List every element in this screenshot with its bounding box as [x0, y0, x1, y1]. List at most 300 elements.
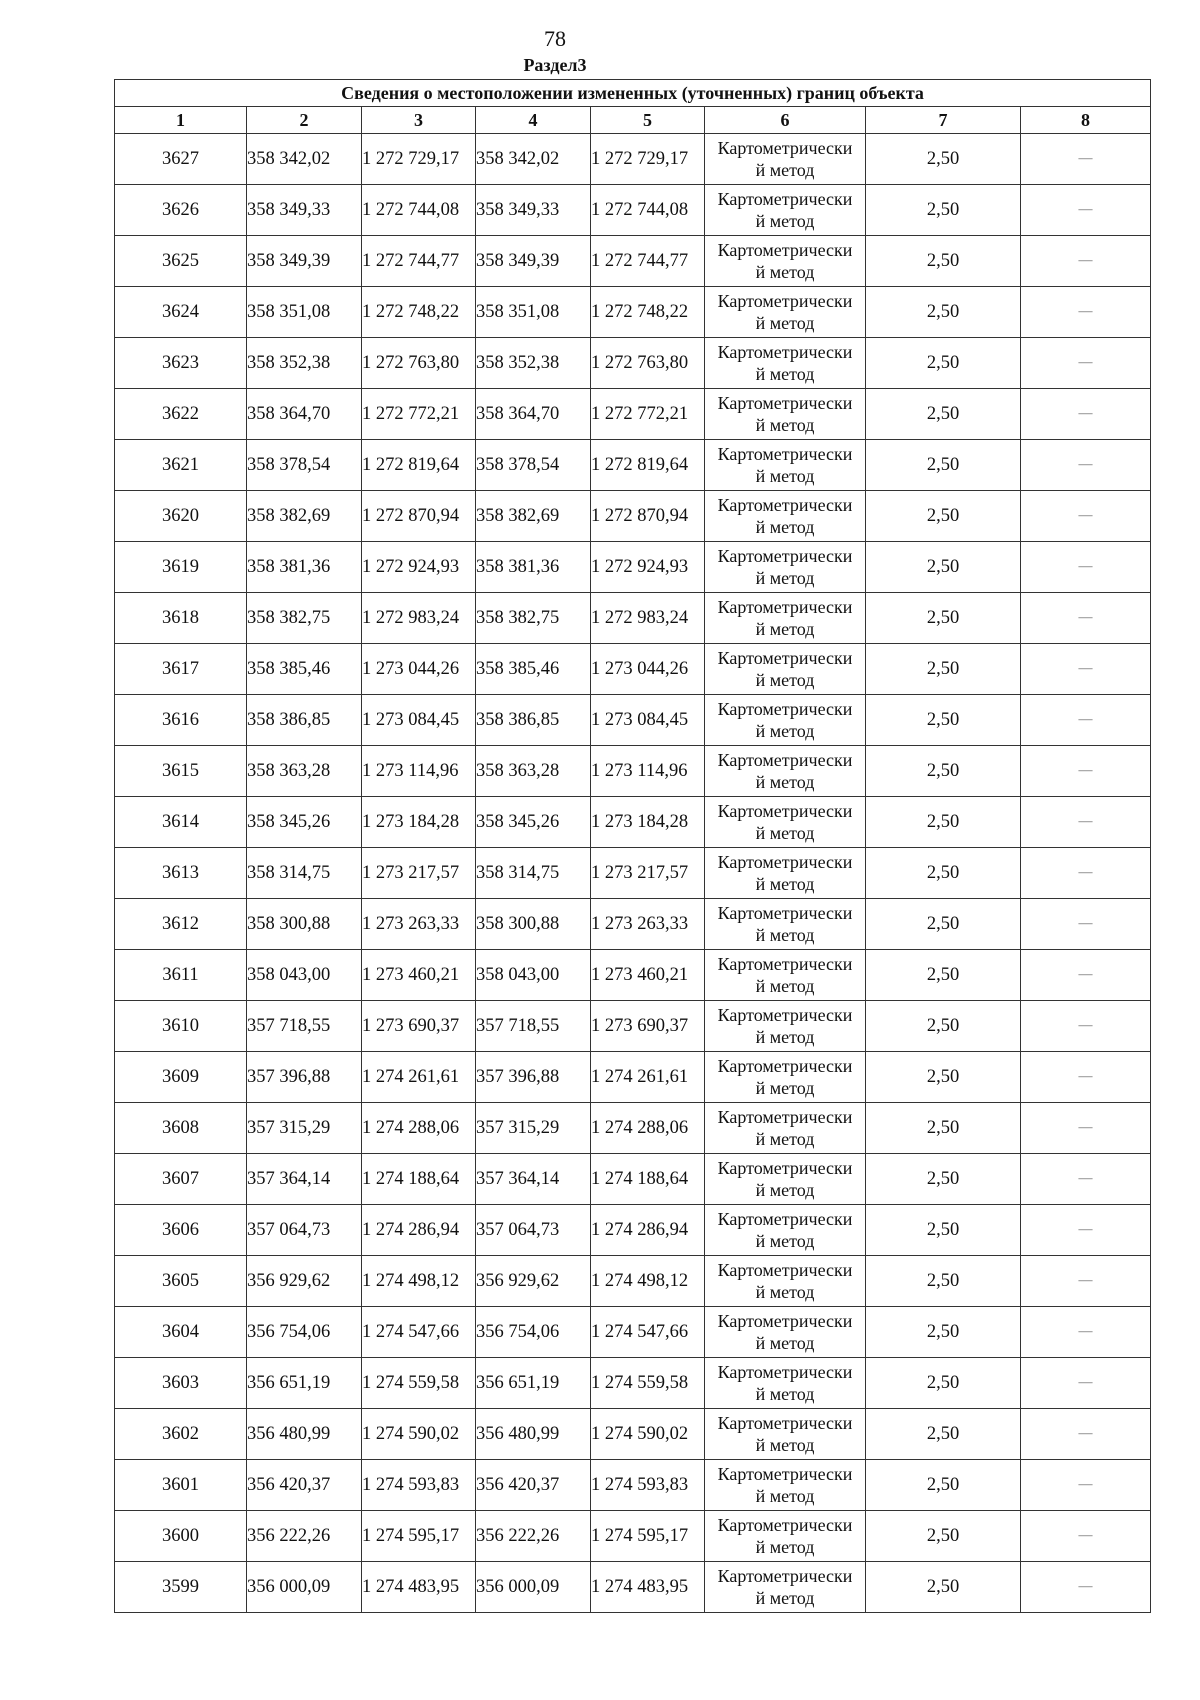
- method-line-2: й метод: [755, 160, 815, 180]
- existing-x-cell: 358 382,69: [247, 491, 362, 542]
- table-row: [115, 899, 1151, 950]
- method-line-1: Картометрически: [717, 903, 853, 923]
- method-cell: [705, 899, 866, 950]
- note-cell: —: [1021, 1001, 1151, 1052]
- column-number-row: [115, 107, 1151, 134]
- method-cell: [705, 1562, 866, 1613]
- existing-x-cell: 356 480,99: [247, 1409, 362, 1460]
- note-cell: —: [1021, 644, 1151, 695]
- method-line-2: й метод: [755, 925, 815, 945]
- table-row: [115, 797, 1151, 848]
- refined-y-cell: 1 273 460,21: [591, 950, 705, 1001]
- method-cell: [705, 848, 866, 899]
- existing-y-cell: 1 274 559,58: [362, 1358, 476, 1409]
- method-line-2: й метод: [755, 721, 815, 741]
- method-line-1: Картометрически: [717, 1413, 853, 1433]
- accuracy-cell: 2,50: [866, 1562, 1021, 1613]
- accuracy-cell: 2,50: [866, 542, 1021, 593]
- refined-y-cell: 1 272 744,08: [591, 185, 705, 236]
- section-title: Раздел3: [523, 55, 587, 75]
- method-line-2: й метод: [755, 670, 815, 690]
- method-line-2: й метод: [755, 1129, 815, 1149]
- method-cell: [705, 185, 866, 236]
- method-cell: [705, 1307, 866, 1358]
- method-line-1: Картометрически: [717, 699, 853, 719]
- note-cell: —: [1021, 134, 1151, 185]
- existing-y-cell: 1 273 263,33: [362, 899, 476, 950]
- refined-y-cell: 1 273 184,28: [591, 797, 705, 848]
- accuracy-cell: 2,50: [866, 134, 1021, 185]
- method-line-2: й метод: [755, 1333, 815, 1353]
- method-line-2: й метод: [755, 1486, 815, 1506]
- method-line-1: Картометрически: [717, 1362, 853, 1382]
- refined-x-cell: 358 043,00: [476, 950, 591, 1001]
- column-number: 7: [866, 107, 1021, 134]
- accuracy-cell: 2,50: [866, 1052, 1021, 1103]
- method-line-2: й метод: [755, 976, 815, 996]
- method-cell: [705, 1001, 866, 1052]
- method-line-1: Картометрически: [717, 1311, 853, 1331]
- column-number: 6: [705, 107, 866, 134]
- refined-y-cell: 1 273 114,96: [591, 746, 705, 797]
- accuracy-cell: 2,50: [866, 1307, 1021, 1358]
- existing-x-cell: 358 381,36: [247, 542, 362, 593]
- existing-y-cell: 1 273 084,45: [362, 695, 476, 746]
- refined-y-cell: 1 272 983,24: [591, 593, 705, 644]
- existing-y-cell: 1 272 744,77: [362, 236, 476, 287]
- accuracy-cell: 2,50: [866, 797, 1021, 848]
- refined-y-cell: 1 274 590,02: [591, 1409, 705, 1460]
- method-line-1: Картометрически: [717, 852, 853, 872]
- table-row: [115, 950, 1151, 1001]
- note-cell: —: [1021, 1307, 1151, 1358]
- existing-x-cell: 357 364,14: [247, 1154, 362, 1205]
- existing-x-cell: 358 378,54: [247, 440, 362, 491]
- method-line-1: Картометрически: [717, 597, 853, 617]
- note-cell: —: [1021, 1562, 1151, 1613]
- existing-y-cell: 1 272 870,94: [362, 491, 476, 542]
- existing-x-cell: 358 345,26: [247, 797, 362, 848]
- point-number-cell: 3619: [115, 542, 247, 593]
- existing-x-cell: 357 718,55: [247, 1001, 362, 1052]
- refined-x-cell: 358 363,28: [476, 746, 591, 797]
- refined-y-cell: 1 274 188,64: [591, 1154, 705, 1205]
- existing-x-cell: 358 342,02: [247, 134, 362, 185]
- refined-y-cell: 1 273 044,26: [591, 644, 705, 695]
- table-row: [115, 695, 1151, 746]
- existing-x-cell: 357 315,29: [247, 1103, 362, 1154]
- accuracy-cell: 2,50: [866, 440, 1021, 491]
- method-line-2: й метод: [755, 466, 815, 486]
- existing-x-cell: 357 064,73: [247, 1205, 362, 1256]
- note-cell: —: [1021, 593, 1151, 644]
- refined-x-cell: 356 651,19: [476, 1358, 591, 1409]
- note-cell: —: [1021, 1511, 1151, 1562]
- refined-y-cell: 1 274 559,58: [591, 1358, 705, 1409]
- note-cell: —: [1021, 185, 1151, 236]
- method-line-2: й метод: [755, 517, 815, 537]
- existing-y-cell: 1 272 772,21: [362, 389, 476, 440]
- existing-y-cell: 1 272 924,93: [362, 542, 476, 593]
- table-row: [115, 542, 1151, 593]
- refined-y-cell: 1 273 263,33: [591, 899, 705, 950]
- refined-x-cell: 358 385,46: [476, 644, 591, 695]
- point-number-cell: 3622: [115, 389, 247, 440]
- method-line-1: Картометрически: [717, 1566, 853, 1586]
- method-line-1: Картометрически: [717, 1056, 853, 1076]
- point-number-cell: 3615: [115, 746, 247, 797]
- point-number-cell: 3614: [115, 797, 247, 848]
- point-number-cell: 3602: [115, 1409, 247, 1460]
- point-number-cell: 3623: [115, 338, 247, 389]
- table-row: [115, 491, 1151, 542]
- existing-y-cell: 1 274 590,02: [362, 1409, 476, 1460]
- accuracy-cell: 2,50: [866, 695, 1021, 746]
- existing-x-cell: 356 420,37: [247, 1460, 362, 1511]
- table-row: [115, 848, 1151, 899]
- existing-y-cell: 1 274 286,94: [362, 1205, 476, 1256]
- method-line-2: й метод: [755, 1537, 815, 1557]
- refined-x-cell: 357 064,73: [476, 1205, 591, 1256]
- method-line-2: й метод: [755, 1078, 815, 1098]
- accuracy-cell: 2,50: [866, 1511, 1021, 1562]
- method-line-2: й метод: [755, 1282, 815, 1302]
- existing-x-cell: 358 386,85: [247, 695, 362, 746]
- method-line-2: й метод: [755, 619, 815, 639]
- method-line-2: й метод: [755, 1384, 815, 1404]
- refined-x-cell: 356 222,26: [476, 1511, 591, 1562]
- method-line-1: Картометрически: [717, 495, 853, 515]
- method-line-1: Картометрически: [717, 393, 853, 413]
- accuracy-cell: 2,50: [866, 1001, 1021, 1052]
- point-number-cell: 3617: [115, 644, 247, 695]
- point-number-cell: 3605: [115, 1256, 247, 1307]
- refined-x-cell: 356 754,06: [476, 1307, 591, 1358]
- column-number: 2: [247, 107, 362, 134]
- refined-y-cell: 1 273 217,57: [591, 848, 705, 899]
- point-number-cell: 3611: [115, 950, 247, 1001]
- accuracy-cell: 2,50: [866, 899, 1021, 950]
- refined-x-cell: 358 364,70: [476, 389, 591, 440]
- point-number-cell: 3600: [115, 1511, 247, 1562]
- refined-x-cell: 358 378,54: [476, 440, 591, 491]
- existing-y-cell: 1 272 729,17: [362, 134, 476, 185]
- note-cell: —: [1021, 797, 1151, 848]
- existing-y-cell: 1 274 595,17: [362, 1511, 476, 1562]
- point-number-cell: 3621: [115, 440, 247, 491]
- accuracy-cell: 2,50: [866, 1154, 1021, 1205]
- point-number-cell: 3603: [115, 1358, 247, 1409]
- method-line-1: Картометрически: [717, 240, 853, 260]
- point-number-cell: 3599: [115, 1562, 247, 1613]
- existing-y-cell: 1 273 114,96: [362, 746, 476, 797]
- existing-y-cell: 1 273 690,37: [362, 1001, 476, 1052]
- refined-x-cell: 358 342,02: [476, 134, 591, 185]
- table-row: [115, 1052, 1151, 1103]
- method-cell: [705, 287, 866, 338]
- existing-x-cell: 357 396,88: [247, 1052, 362, 1103]
- existing-y-cell: 1 272 744,08: [362, 185, 476, 236]
- refined-y-cell: 1 274 595,17: [591, 1511, 705, 1562]
- method-line-2: й метод: [755, 772, 815, 792]
- table-row: [115, 1358, 1151, 1409]
- accuracy-cell: 2,50: [866, 1256, 1021, 1307]
- refined-y-cell: 1 272 748,22: [591, 287, 705, 338]
- table-row: [115, 338, 1151, 389]
- method-line-1: Картометрически: [717, 1515, 853, 1535]
- method-cell: [705, 746, 866, 797]
- refined-y-cell: 1 273 084,45: [591, 695, 705, 746]
- method-line-2: й метод: [755, 874, 815, 894]
- point-number-cell: 3604: [115, 1307, 247, 1358]
- refined-x-cell: 357 315,29: [476, 1103, 591, 1154]
- method-line-1: Картометрически: [717, 189, 853, 209]
- column-number: 8: [1021, 107, 1151, 134]
- refined-y-cell: 1 274 261,61: [591, 1052, 705, 1103]
- refined-y-cell: 1 272 763,80: [591, 338, 705, 389]
- method-line-1: Картометрически: [717, 342, 853, 362]
- accuracy-cell: 2,50: [866, 338, 1021, 389]
- method-cell: [705, 1154, 866, 1205]
- refined-x-cell: 358 386,85: [476, 695, 591, 746]
- method-line-1: Картометрически: [717, 648, 853, 668]
- refined-x-cell: 358 382,69: [476, 491, 591, 542]
- table-row: [115, 1562, 1151, 1613]
- point-number-cell: 3627: [115, 134, 247, 185]
- accuracy-cell: 2,50: [866, 1358, 1021, 1409]
- method-line-1: Картометрически: [717, 1209, 853, 1229]
- method-cell: [705, 389, 866, 440]
- method-line-1: Картометрически: [717, 750, 853, 770]
- note-cell: —: [1021, 1460, 1151, 1511]
- refined-x-cell: 358 382,75: [476, 593, 591, 644]
- refined-y-cell: 1 274 483,95: [591, 1562, 705, 1613]
- method-line-1: Картометрически: [717, 1005, 853, 1025]
- existing-y-cell: 1 274 498,12: [362, 1256, 476, 1307]
- refined-y-cell: 1 273 690,37: [591, 1001, 705, 1052]
- existing-x-cell: 356 929,62: [247, 1256, 362, 1307]
- method-cell: [705, 440, 866, 491]
- accuracy-cell: 2,50: [866, 1205, 1021, 1256]
- refined-x-cell: 357 364,14: [476, 1154, 591, 1205]
- point-number-cell: 3610: [115, 1001, 247, 1052]
- note-cell: —: [1021, 1154, 1151, 1205]
- note-cell: —: [1021, 542, 1151, 593]
- method-cell: [705, 236, 866, 287]
- accuracy-cell: 2,50: [866, 848, 1021, 899]
- point-number-cell: 3608: [115, 1103, 247, 1154]
- refined-y-cell: 1 274 286,94: [591, 1205, 705, 1256]
- method-cell: [705, 1205, 866, 1256]
- accuracy-cell: 2,50: [866, 644, 1021, 695]
- refined-x-cell: 358 352,38: [476, 338, 591, 389]
- table-row: [115, 287, 1151, 338]
- method-cell: [705, 491, 866, 542]
- accuracy-cell: 2,50: [866, 287, 1021, 338]
- method-cell: [705, 134, 866, 185]
- note-cell: —: [1021, 1358, 1151, 1409]
- method-line-2: й метод: [755, 211, 815, 231]
- note-cell: —: [1021, 338, 1151, 389]
- existing-y-cell: 1 272 819,64: [362, 440, 476, 491]
- existing-x-cell: 358 363,28: [247, 746, 362, 797]
- existing-x-cell: 358 385,46: [247, 644, 362, 695]
- refined-y-cell: 1 274 593,83: [591, 1460, 705, 1511]
- method-line-1: Картометрически: [717, 546, 853, 566]
- table-row: [115, 389, 1151, 440]
- existing-x-cell: 358 382,75: [247, 593, 362, 644]
- point-number-cell: 3606: [115, 1205, 247, 1256]
- refined-x-cell: 358 381,36: [476, 542, 591, 593]
- method-line-1: Картометрически: [717, 444, 853, 464]
- accuracy-cell: 2,50: [866, 1460, 1021, 1511]
- refined-y-cell: 1 272 870,94: [591, 491, 705, 542]
- method-cell: [705, 542, 866, 593]
- point-number-cell: 3613: [115, 848, 247, 899]
- note-cell: —: [1021, 1205, 1151, 1256]
- note-cell: —: [1021, 848, 1151, 899]
- method-line-1: Картометрически: [717, 1158, 853, 1178]
- method-line-2: й метод: [755, 364, 815, 384]
- existing-x-cell: 358 364,70: [247, 389, 362, 440]
- accuracy-cell: 2,50: [866, 950, 1021, 1001]
- note-cell: —: [1021, 899, 1151, 950]
- refined-x-cell: 358 349,33: [476, 185, 591, 236]
- table-title: Сведения о местоположении измененных (уточненных) границ объекта: [115, 80, 1151, 107]
- column-number: 4: [476, 107, 591, 134]
- refined-x-cell: 358 349,39: [476, 236, 591, 287]
- refined-x-cell: 356 420,37: [476, 1460, 591, 1511]
- table-row: [115, 1511, 1151, 1562]
- method-line-2: й метод: [755, 1435, 815, 1455]
- accuracy-cell: 2,50: [866, 1409, 1021, 1460]
- existing-x-cell: 358 351,08: [247, 287, 362, 338]
- accuracy-cell: 2,50: [866, 185, 1021, 236]
- note-cell: —: [1021, 440, 1151, 491]
- method-line-2: й метод: [755, 415, 815, 435]
- existing-y-cell: 1 274 288,06: [362, 1103, 476, 1154]
- refined-y-cell: 1 272 744,77: [591, 236, 705, 287]
- refined-y-cell: 1 272 729,17: [591, 134, 705, 185]
- method-line-2: й метод: [755, 313, 815, 333]
- accuracy-cell: 2,50: [866, 491, 1021, 542]
- existing-y-cell: 1 274 261,61: [362, 1052, 476, 1103]
- existing-x-cell: 356 754,06: [247, 1307, 362, 1358]
- table-row: [115, 1205, 1151, 1256]
- method-cell: [705, 1409, 866, 1460]
- column-number: 3: [362, 107, 476, 134]
- existing-x-cell: 358 314,75: [247, 848, 362, 899]
- refined-x-cell: 358 314,75: [476, 848, 591, 899]
- method-line-2: й метод: [755, 1231, 815, 1251]
- refined-x-cell: 356 480,99: [476, 1409, 591, 1460]
- accuracy-cell: 2,50: [866, 593, 1021, 644]
- existing-y-cell: 1 273 184,28: [362, 797, 476, 848]
- table-row: [115, 1307, 1151, 1358]
- point-number-cell: 3625: [115, 236, 247, 287]
- refined-x-cell: 356 000,09: [476, 1562, 591, 1613]
- point-number-cell: 3620: [115, 491, 247, 542]
- table-row: [115, 1460, 1151, 1511]
- method-line-1: Картометрически: [717, 291, 853, 311]
- existing-y-cell: 1 272 748,22: [362, 287, 476, 338]
- refined-y-cell: 1 272 819,64: [591, 440, 705, 491]
- existing-x-cell: 356 651,19: [247, 1358, 362, 1409]
- method-line-2: й метод: [755, 1588, 815, 1608]
- table-body: [115, 134, 1151, 1613]
- existing-x-cell: 358 043,00: [247, 950, 362, 1001]
- existing-y-cell: 1 274 547,66: [362, 1307, 476, 1358]
- note-cell: —: [1021, 389, 1151, 440]
- existing-y-cell: 1 272 983,24: [362, 593, 476, 644]
- existing-x-cell: 358 300,88: [247, 899, 362, 950]
- note-cell: —: [1021, 746, 1151, 797]
- note-cell: —: [1021, 491, 1151, 542]
- table-row: [115, 746, 1151, 797]
- table-row: [115, 644, 1151, 695]
- note-cell: —: [1021, 1256, 1151, 1307]
- boundary-coordinates-table: [114, 79, 1151, 1613]
- refined-y-cell: 1 272 924,93: [591, 542, 705, 593]
- refined-y-cell: 1 274 547,66: [591, 1307, 705, 1358]
- existing-y-cell: 1 272 763,80: [362, 338, 476, 389]
- existing-x-cell: 358 349,33: [247, 185, 362, 236]
- method-cell: [705, 1511, 866, 1562]
- method-cell: [705, 644, 866, 695]
- method-cell: [705, 593, 866, 644]
- note-cell: —: [1021, 1409, 1151, 1460]
- point-number-cell: 3624: [115, 287, 247, 338]
- method-line-1: Картометрически: [717, 954, 853, 974]
- table-row: [115, 236, 1151, 287]
- method-line-1: Картометрически: [717, 801, 853, 821]
- existing-y-cell: 1 273 460,21: [362, 950, 476, 1001]
- method-cell: [705, 1052, 866, 1103]
- table-row: [115, 134, 1151, 185]
- accuracy-cell: 2,50: [866, 236, 1021, 287]
- existing-y-cell: 1 273 044,26: [362, 644, 476, 695]
- table-row: [115, 1409, 1151, 1460]
- refined-x-cell: 357 718,55: [476, 1001, 591, 1052]
- note-cell: —: [1021, 236, 1151, 287]
- refined-x-cell: 358 345,26: [476, 797, 591, 848]
- refined-x-cell: 357 396,88: [476, 1052, 591, 1103]
- refined-y-cell: 1 272 772,21: [591, 389, 705, 440]
- method-cell: [705, 1460, 866, 1511]
- method-line-1: Картометрически: [717, 1260, 853, 1280]
- method-line-2: й метод: [755, 568, 815, 588]
- note-cell: —: [1021, 1052, 1151, 1103]
- method-line-2: й метод: [755, 262, 815, 282]
- refined-x-cell: 358 351,08: [476, 287, 591, 338]
- refined-y-cell: 1 274 288,06: [591, 1103, 705, 1154]
- method-cell: [705, 695, 866, 746]
- table-row: [115, 440, 1151, 491]
- table-row: [115, 185, 1151, 236]
- point-number-cell: 3601: [115, 1460, 247, 1511]
- existing-y-cell: 1 273 217,57: [362, 848, 476, 899]
- method-line-2: й метод: [755, 823, 815, 843]
- note-cell: —: [1021, 287, 1151, 338]
- column-number: 5: [591, 107, 705, 134]
- existing-y-cell: 1 274 188,64: [362, 1154, 476, 1205]
- point-number-cell: 3626: [115, 185, 247, 236]
- note-cell: —: [1021, 695, 1151, 746]
- point-number-cell: 3607: [115, 1154, 247, 1205]
- note-cell: —: [1021, 1103, 1151, 1154]
- method-line-2: й метод: [755, 1027, 815, 1047]
- method-line-1: Картометрически: [717, 1107, 853, 1127]
